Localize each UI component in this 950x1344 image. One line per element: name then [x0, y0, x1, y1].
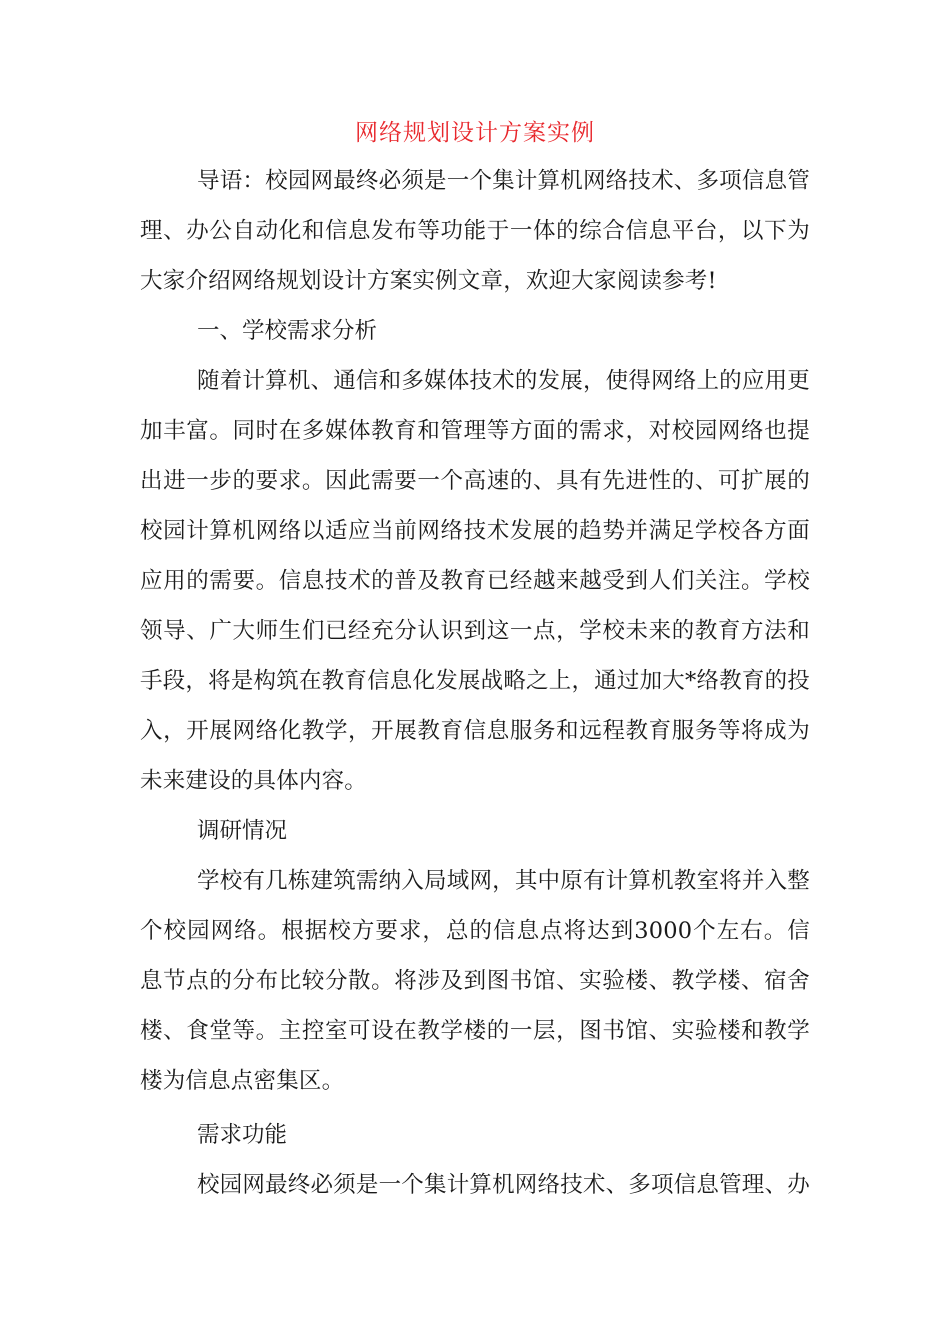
document-body [140, 156, 810, 1210]
requirements-paragraph: 校园网最终必须是一个集计算机网络技术、多项信息管理、办 [197, 1172, 810, 1198]
section-heading-survey: 调研情况 [197, 818, 288, 844]
section-heading-requirements: 需求功能 [197, 1122, 288, 1148]
section-heading-needs-analysis: 一、学校需求分析 [197, 318, 378, 344]
needs-analysis-paragraph: 随着计算机、通信和多媒体技术的发展，使得网络上的应用更加丰富。同时在多媒体教育和管理等方面的需求，对校园网络也提出进一步的要求。因此需要一个高速的、具有先进性的、可扩展的校园计算机网络以适应当前网络技术发展的趋势并满足学校各方面应用的需要。信息技术的普及教育已经越来越受到人们关注。学校领导、广大师生们已经充分认识到这一点，学校未来的教育方法和手段，将是构筑在教育信息化发展战略之上，通过加大*络教育的投入，开展网络化教学，开展教育信息服务和远程教育服务等将成为未来建设的具体内容。 [140, 368, 810, 794]
intro-paragraph: 导语：校园网最终必须是一个集计算机网络技术、多项信息管理、办公自动化和信息发布等功能于一体的综合信息平台，以下为大家介绍网络规划设计方案实例文章，欢迎大家阅读参考! [140, 168, 810, 294]
survey-paragraph: 学校有几栋建筑需纳入局域网，其中原有计算机教室将并入整个校园网络。根据校方要求，总的信息点将达到3000个左右。信息节点的分布比较分散。将涉及到图书馆、实验楼、教学楼、宿舍楼、食堂等。主控室可设在教学楼的一层，图书馆、实验楼和教学楼为信息点密集区。 [140, 868, 810, 1094]
document-title: 网络规划设计方案实例 [355, 120, 595, 146]
